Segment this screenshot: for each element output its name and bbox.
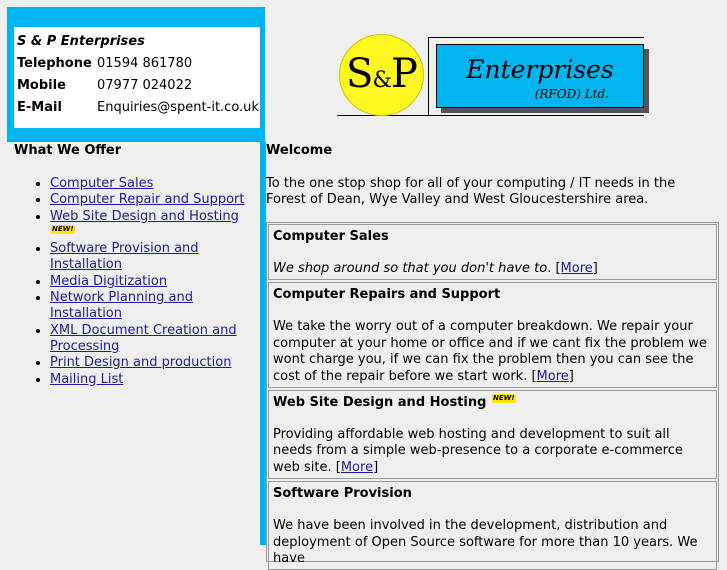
service-text: We shop around so that you don't have to. [More] <box>273 261 598 276</box>
more-link[interactable]: More <box>560 261 593 276</box>
contact-value: 07977 024022 <box>97 77 193 93</box>
service-title: Web Site Design and Hosting NEW! <box>273 394 515 411</box>
nav-link-print[interactable]: Print Design and production <box>50 355 232 371</box>
logo-monogram <box>339 34 424 116</box>
contact-email: Enquiries@spent-it.co.uk <box>97 99 259 115</box>
service-text: We have been involved in the development, distribution and deployment of Open Source software for more than 10 years. We have <box>273 518 698 567</box>
logo-nameplate <box>436 44 644 108</box>
logo-ampersand: & <box>372 68 392 93</box>
logo-letter-s: S <box>346 51 373 97</box>
logo-name: Enterprises <box>466 55 614 84</box>
list-item <box>50 355 259 371</box>
list-item <box>50 290 259 323</box>
list-item <box>50 241 259 274</box>
list-item <box>50 209 259 242</box>
contact-label: Mobile <box>17 77 66 93</box>
contact-value: 01594 861780 <box>97 55 193 71</box>
list-item <box>50 372 259 388</box>
offers-heading: What We Offer <box>14 143 122 158</box>
list-item <box>50 176 259 192</box>
nav-link-media[interactable]: Media Digitization <box>50 273 168 289</box>
nav-link-computer-repair[interactable]: Computer Repair and Support <box>50 192 245 208</box>
service-title: Computer Sales <box>273 229 389 244</box>
service-text: Providing affordable web hosting and development to suit all needs from a simple web-presence to a corporate e-commerce web site. [More] <box>273 427 683 475</box>
contact-card <box>14 27 260 128</box>
services-panel <box>266 222 719 567</box>
nav-link-computer-sales[interactable]: Computer Sales <box>50 176 154 191</box>
nav-link-mailing-list[interactable]: Mailing List <box>50 371 124 387</box>
contact-label: E-Mail <box>17 99 62 115</box>
nav-link-web-design[interactable]: Web Site Design and Hosting <box>50 208 239 224</box>
service-title: Computer Repairs and Support <box>273 287 501 303</box>
contact-row <box>17 74 259 96</box>
logo-subtitle: (RFOD) Ltd. <box>534 87 609 101</box>
service-card <box>268 282 717 388</box>
offers-nav <box>14 176 259 388</box>
service-text: We take the worry out of a computer breakdown. We repair your computer at your home or office and if we cant fix the problem we wont charge you, if we can fix the problem then you can see the cost of the repair before we start work. [More] <box>273 319 707 384</box>
contact-box <box>7 7 265 142</box>
contact-row <box>17 52 259 74</box>
intro-text: To the one stop shop for all of your computing / IT needs in the Forest of Dean, Wye Valley and West Gloucestershire area. <box>266 176 676 208</box>
contact-table <box>17 30 259 118</box>
logo-letter-p: P <box>391 51 417 97</box>
new-badge: NEW! <box>492 394 515 403</box>
company-name: S & P Enterprises <box>17 33 145 49</box>
logo-rule-top <box>428 37 644 38</box>
service-card <box>268 390 717 479</box>
new-badge: NEW! <box>52 224 74 233</box>
service-card <box>268 481 717 570</box>
nav-link-software[interactable]: Software Provision and Installation <box>50 241 199 273</box>
list-item <box>50 323 259 356</box>
list-item <box>50 274 259 290</box>
service-card <box>268 224 717 280</box>
contact-label: Telephone <box>17 55 92 71</box>
contact-row <box>17 96 259 118</box>
more-link[interactable]: More <box>536 368 569 384</box>
more-link[interactable]: More <box>340 459 374 475</box>
service-title: Software Provision <box>273 486 412 502</box>
logo-rule-vertical <box>428 37 429 116</box>
welcome-heading: Welcome <box>266 143 333 158</box>
nav-link-xml[interactable]: XML Document Creation and Processing <box>50 322 237 354</box>
list-item <box>50 192 259 208</box>
nav-link-network[interactable]: Network Planning and Installation <box>50 290 193 322</box>
